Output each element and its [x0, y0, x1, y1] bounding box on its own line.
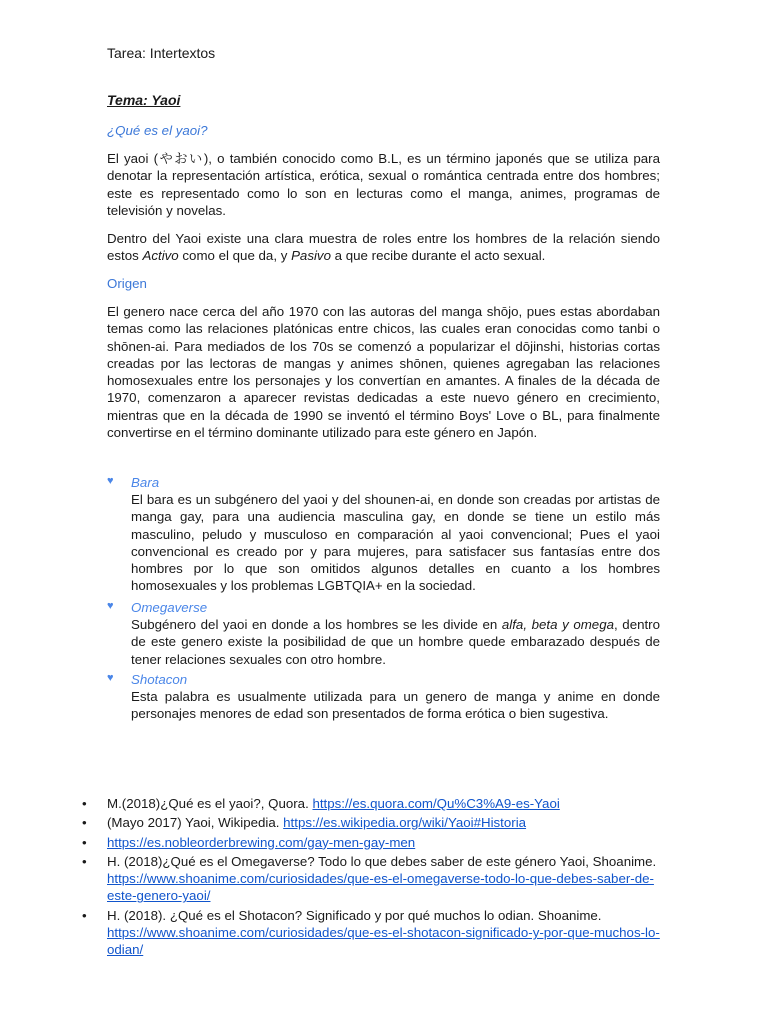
reference-item	[62, 834, 660, 851]
subgenre-shotacon	[107, 671, 660, 723]
roles-paragraph: Dentro del Yaoi existe una clara muestra de roles entre los hombres de la relación siendo estos Activo como el que da, y Pasivo a que recibe durante el acto sexual.	[107, 231, 660, 264]
bullet-dot-icon: •	[82, 907, 87, 923]
document-title: Tarea: Intertextos	[107, 45, 216, 61]
heart-icon: ♥	[107, 475, 114, 487]
question-heading: ¿Qué es el yaoi?	[107, 123, 208, 138]
subgenre-bara	[107, 474, 660, 595]
subgenre-text: El bara es un subgénero del yaoi y del shounen-ai, en donde son creadas por artistas de manga gay, para una audiencia masculina gay, en donde se tiene un estilo más masculino, peludo y musculoso en comparación al yaoi convencional; Pues el yaoi convencional es creado por y para mujeres, para satisfacer sus fantasías entre dos hombres por lo que son omitidos algunos detalles en cuanto a los hombres homosexuales y los problemas LGBTQIA+ en la sociedad.	[131, 492, 660, 594]
reference-link[interactable]: https://www.shoanime.com/curiosidades/que-es-el-shotacon-significado-y-por-que-muchos-lo-odian/	[107, 925, 660, 958]
bullet-dot-icon: •	[82, 796, 87, 811]
origin-heading: Origen	[107, 276, 147, 291]
reference-item: • H. (2018)¿Qué es el Omegaverse? Todo lo que debes saber de este género Yaoi, Shoanime. https://www.shoanime.com/curiosidades/que-es-el-omegaverse-todo-lo-que-debes-saber-de-este-genero-yaoi/	[82, 853, 657, 904]
subgenre-text: Subgénero del yaoi en donde a los hombres se les divide en alfa, beta y omega, dentro de este genero existe la posibilidad de que un hombre quede embarazado después de tener relaciones sexuales con otro hombre.	[131, 617, 660, 667]
references-list	[62, 795, 660, 961]
pasivo-term: Pasivo	[291, 248, 331, 264]
bullet-dot-icon: •	[82, 834, 87, 850]
subgenre-title: Omegaverse	[131, 600, 208, 615]
subgenre-title: Shotacon	[131, 672, 188, 687]
reference-link[interactable]: https://es.quora.com/Qu%C3%A9-es-Yaoi	[312, 796, 560, 811]
reference-link[interactable]: https://es.nobleorderbrewing.com/gay-men-gay-men	[107, 834, 416, 850]
subgenre-omegaverse	[107, 599, 660, 668]
reference-item: • M.(2018)¿Qué es el yaoi?, Quora. https://es.quora.com/Qu%C3%A9-es-Yaoi	[82, 796, 560, 811]
activo-term: Activo	[142, 248, 179, 264]
reference-link[interactable]: https://es.wikipedia.org/wiki/Yaoi#Historia	[283, 815, 527, 831]
intro-paragraph: El yaoi (やおい), o también conocido como B.L, es un término japonés que se utiliza para denotar la representación artística, erótica, sexual o romántica centrada entre dos hombres; este es representado como lo son en lecturas como el manga, animes, programas de televisión y novelas.	[107, 151, 660, 218]
subgenre-text: Esta palabra es usualmente utilizada para un genero de manga y anime en donde personajes menores de edad son presentados de forma erótica o bien sugestiva.	[131, 689, 660, 722]
reference-link[interactable]: https://www.shoanime.com/curiosidades/que-es-el-omegaverse-todo-lo-que-debes-saber-de-este-genero-yaoi/	[107, 871, 654, 904]
bullet-dot-icon: •	[82, 815, 87, 831]
subgenre-title: Bara	[131, 475, 160, 490]
reference-item: • (Mayo 2017) Yaoi, Wikipedia. https://es.wikipedia.org/wiki/Yaoi#Historia	[82, 815, 527, 831]
reference-item: • H. (2018). ¿Qué es el Shotacon? Significado y por qué muchos lo odian. Shoanime. https://www.shoanime.com/curiosidades/que-es-el-shotacon-significado-y-por-que-muchos-lo-odian/	[82, 907, 660, 958]
heart-icon: ♥	[107, 672, 114, 684]
origin-paragraph: El genero nace cerca del año 1970 con las autoras del manga shōjo, pues estas abordaban temas como las relaciones platónicas entre chicos, las cuales eran conocidas como tanbi o shōnen-ai. Para mediados de los 70s se comenzó a popularizar el dōjinshi, historias cortas creadas por las lectoras de mangas y animes shōnen, quienes agregaban las relaciones homosexuales entre los personajes y los convertían en amantes. A finales de la década de 1970, comenzaron a aparecer revistas dedicadas a este nuevo género en crecimiento, mientras que en la década de 1990 se inventó el término Boys' Love o BL, para finalmente convertirse en el término dominante utilizado para este género en Japón.	[107, 304, 660, 441]
topic-heading: Tema: Yaoi	[107, 92, 181, 108]
bullet-dot-icon: •	[82, 853, 87, 869]
heart-icon: ♥	[107, 600, 114, 612]
